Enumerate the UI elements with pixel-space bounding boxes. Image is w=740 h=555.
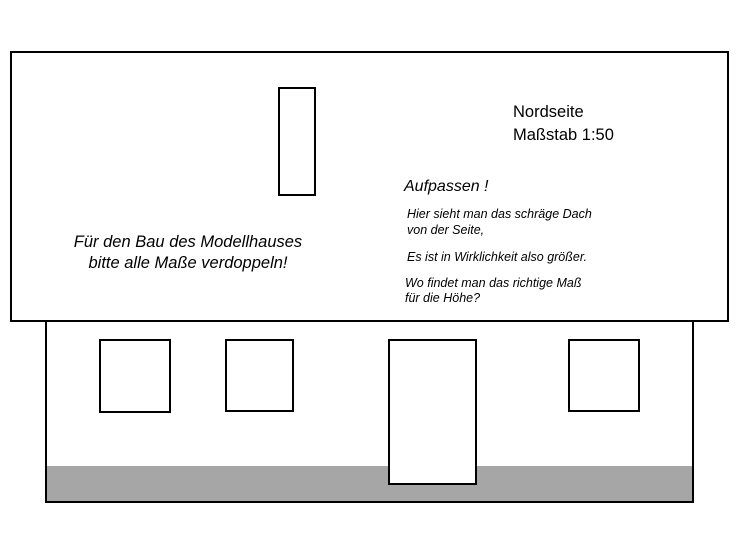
front-door	[388, 339, 477, 485]
instruction-note	[38, 232, 338, 274]
roof-side-view	[10, 51, 729, 322]
chimney	[278, 87, 316, 196]
instruction-line-1: Für den Bau des Modellhauses	[73, 233, 303, 251]
instruction-line-2: bitte alle Maße verdoppeln!	[88, 254, 288, 272]
warning-line-1: Hier sieht man das schräge Dach	[407, 207, 592, 221]
window-1	[99, 339, 171, 413]
warning-line-4: Wo findet man das richtige Maß	[405, 276, 582, 290]
window-2	[225, 339, 294, 412]
window-3	[568, 339, 640, 412]
view-label: Nordseite	[513, 103, 584, 121]
warning-line-2: von der Seite,	[407, 223, 485, 237]
scale-label: Maßstab 1:50	[513, 126, 614, 144]
warning-line-5: für die Höhe?	[405, 291, 481, 305]
house-plinth	[47, 466, 692, 501]
warning-heading: Aufpassen !	[404, 178, 489, 195]
warning-line-3: Es ist in Wirklichkeit also größer.	[407, 250, 588, 264]
